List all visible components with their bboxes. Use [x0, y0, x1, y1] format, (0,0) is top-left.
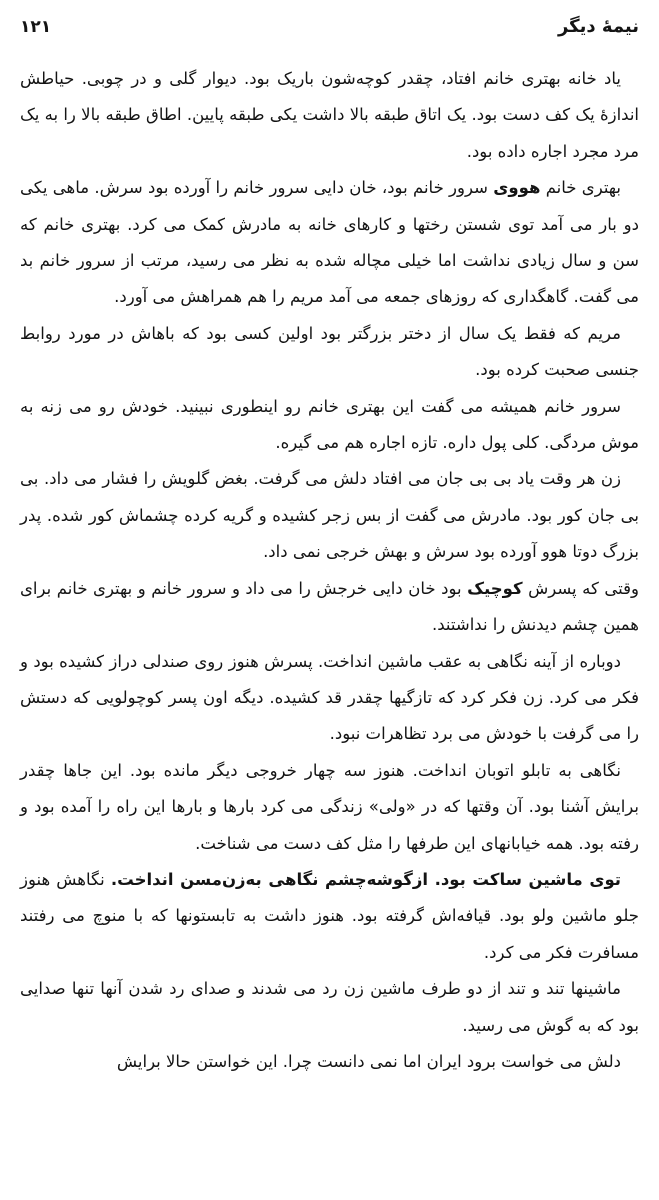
bold-text-segment: هووی: [493, 178, 541, 198]
text-segment: دلش می خواست برود ایران اما نمی دانست چرا. این خواستن حالا برایش: [116, 1051, 621, 1071]
paragraph: [20, 753, 639, 862]
text-segment: بهتری خانم: [540, 178, 621, 198]
paragraph: [20, 389, 639, 462]
paragraph: [20, 61, 639, 170]
page-number: ۱۲۱: [20, 17, 52, 37]
book-title: نیمهٔ دیگر: [557, 16, 639, 37]
bold-text-segment: توی ماشین ساکت بود. ازگوشه‌چشم نگاهی به‌زن‌مسن انداخت.: [110, 869, 621, 889]
text-segment: نگاهش هنوز جلو ماشین ولو بود. قیافه‌اش گرفته بود. هنوز داشت به تابستونها که با منوچ می رفتند مسافرت فکر می کرد.: [20, 869, 639, 962]
paragraph: [20, 1044, 639, 1080]
paragraph: [20, 170, 639, 316]
text-segment: مریم که فقط یک سال از دختر بزرگتر بود اولین کسی بود که باهاش در مورد روابط جنسی صحبت کرده بود.: [20, 323, 639, 380]
page-header: [20, 16, 639, 37]
text-segment: ماشینها تند و تند از دو طرف ماشین زن رد می شدند و صدای رد شدن آنها تنها صدایی بود که به گوش می رسید.: [20, 979, 639, 1035]
paragraph: [20, 644, 639, 753]
paragraph: [20, 971, 639, 1044]
text-segment: وقتی که پسرش: [522, 578, 639, 598]
bold-text-segment: کوچیک: [467, 578, 523, 598]
paragraph: [20, 571, 639, 644]
text-segment: دوباره از آینه نگاهی به عقب ماشین انداخت. پسرش هنوز روی صندلی دراز کشیده بود و فکر می کرد. زن فکر کرد که تازگیها چقدر قد کشیده. دیگه اون پسر کوچولویی که دستش را می گرفت با خودش می برد تظاهرات نبود.: [20, 651, 639, 744]
paragraph: [20, 316, 639, 389]
paragraph: [20, 862, 639, 971]
text-segment: یاد خانه بهتری خانم افتاد، چقدر کوچه‌شون باریک بود. دیوار گلی و در چوبی. حیاطش اندازهٔ یک کف دست بود. یک اتاق طبقه بالا داشت یکی طبقه پایین. اطاق طبقه بالا را به یک مرد مجرد اجاره داده بود.: [20, 69, 639, 161]
text-segment: سرور خانم بود، خان دایی سرور خانم را آورده بود سرش. ماهی یکی دو بار می آمد توی شستن رختها و کارهای خانه به مادرش کمک می کرد. بهتری خانم که سن و سال زیادی نداشت اما خیلی مچاله شده به نظر می رسید، مرتب از سرور خانم بد می گفت. گاهگداری که روزهای جمعه می آمد مریم را هم همراهش می آورد.: [20, 178, 639, 307]
page-body: [20, 61, 639, 1080]
text-segment: سرور خانم همیشه می گفت این بهتری خانم رو اینطوری نبینید. خودش رو می زنه به موش مردگی. کلی پول داره. تازه اجاره هم می گیره.: [20, 396, 639, 453]
text-segment: زن هر وقت یاد بی بی جان می افتاد دلش می گرفت. بغض گلویش را فشار می داد. بی بی جان کور بود. مادرش می گفت از بس زجر کشیده و گریه کرده چشماش کور شده. پدر بزرگ دوتا هوو آورده بود سرش و بهش خرجی نمی داد.: [20, 469, 639, 562]
text-segment: نگاهی به تابلو اتوبان انداخت. هنوز سه چهار خروجی دیگر مانده بود. این جاها چقدر برایش آشنا بود. آن وقتها که در «ولی» زندگی می کرد بارها و بارها این راه را آمده بود و رفته بود. همه خیابانهای این طرفها را مثل کف دست می شناخت.: [20, 760, 639, 853]
text-segment: بود خان دایی خرجش را می داد و سرور خانم و بهتری خانم برای همین چشم دیدنش را نداشتند.: [20, 578, 639, 635]
paragraph: [20, 461, 639, 570]
